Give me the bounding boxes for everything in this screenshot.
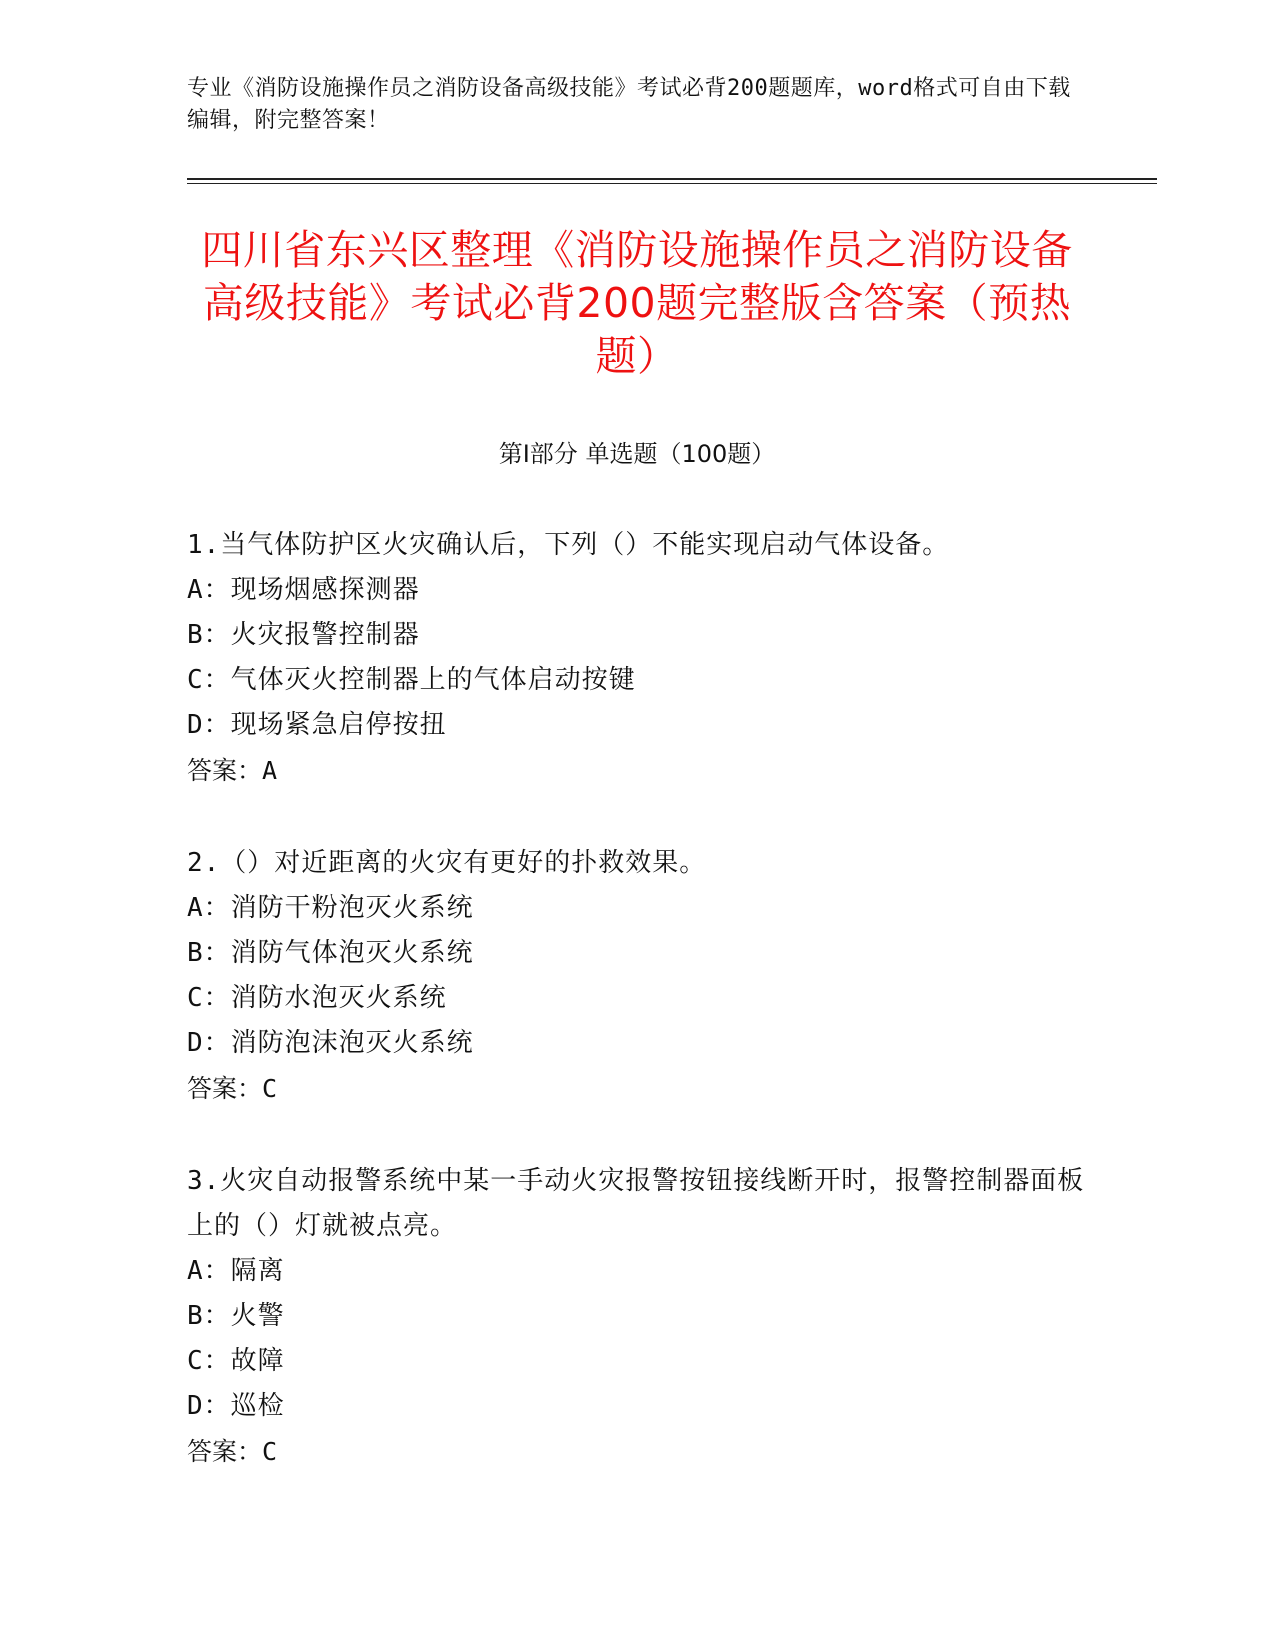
header-note: 专业《消防设施操作员之消防设备高级技能》考试必背200题题库，word格式可自由下载编辑，附完整答案！: [187, 76, 1071, 133]
option-d: D：现场紧急启停按扭: [187, 710, 447, 740]
answer-label: 答案：: [187, 756, 263, 785]
answer-line: [187, 748, 1087, 793]
option-d: D：消防泡沫泡灭火系统: [187, 1028, 474, 1058]
option-a: A：现场烟感探测器: [187, 575, 420, 605]
option-c: C：气体灭火控制器上的气体启动按键: [187, 665, 636, 695]
option-b: B：火警: [187, 1301, 285, 1331]
answer-label: 答案：: [187, 1437, 263, 1466]
option-b: B：消防气体泡灭火系统: [187, 938, 474, 968]
answer-value: C: [262, 1074, 278, 1103]
option-c: C：消防水泡灭火系统: [187, 983, 447, 1013]
option-c: C：故障: [187, 1346, 285, 1376]
question-stem: 2.（）对近距离的火灾有更好的扑救效果。: [187, 848, 707, 878]
header-divider-thin: [187, 183, 1157, 184]
answer-line: [187, 1429, 1087, 1474]
question-stem: 1.当气体防护区火灾确认后，下列（）不能实现启动气体设备。: [187, 530, 950, 560]
question-block: [187, 1159, 1087, 1474]
question-stem: 3.火灾自动报警系统中某一手动火灾报警按钮接线断开时，报警控制器面板上的（）灯就被点亮。: [187, 1166, 1085, 1241]
option-b: B：火灾报警控制器: [187, 620, 420, 650]
option-d: D：巡检: [187, 1391, 285, 1421]
document-title: 四川省东兴区整理《消防设施操作员之消防设备高级技能》考试必背200题完整版含答案（预热题）: [201, 226, 1073, 380]
question-block: [187, 841, 1087, 1111]
answer-value: A: [262, 756, 278, 785]
section-title: 第I部分 单选题（100题）: [498, 440, 776, 468]
answer-label: 答案：: [187, 1074, 263, 1103]
option-a: A：隔离: [187, 1256, 285, 1286]
header-divider-thick: [187, 178, 1157, 180]
answer-value: C: [262, 1437, 278, 1466]
answer-line: [187, 1066, 1087, 1111]
question-block: [187, 523, 1087, 793]
option-a: A：消防干粉泡灭火系统: [187, 893, 474, 923]
